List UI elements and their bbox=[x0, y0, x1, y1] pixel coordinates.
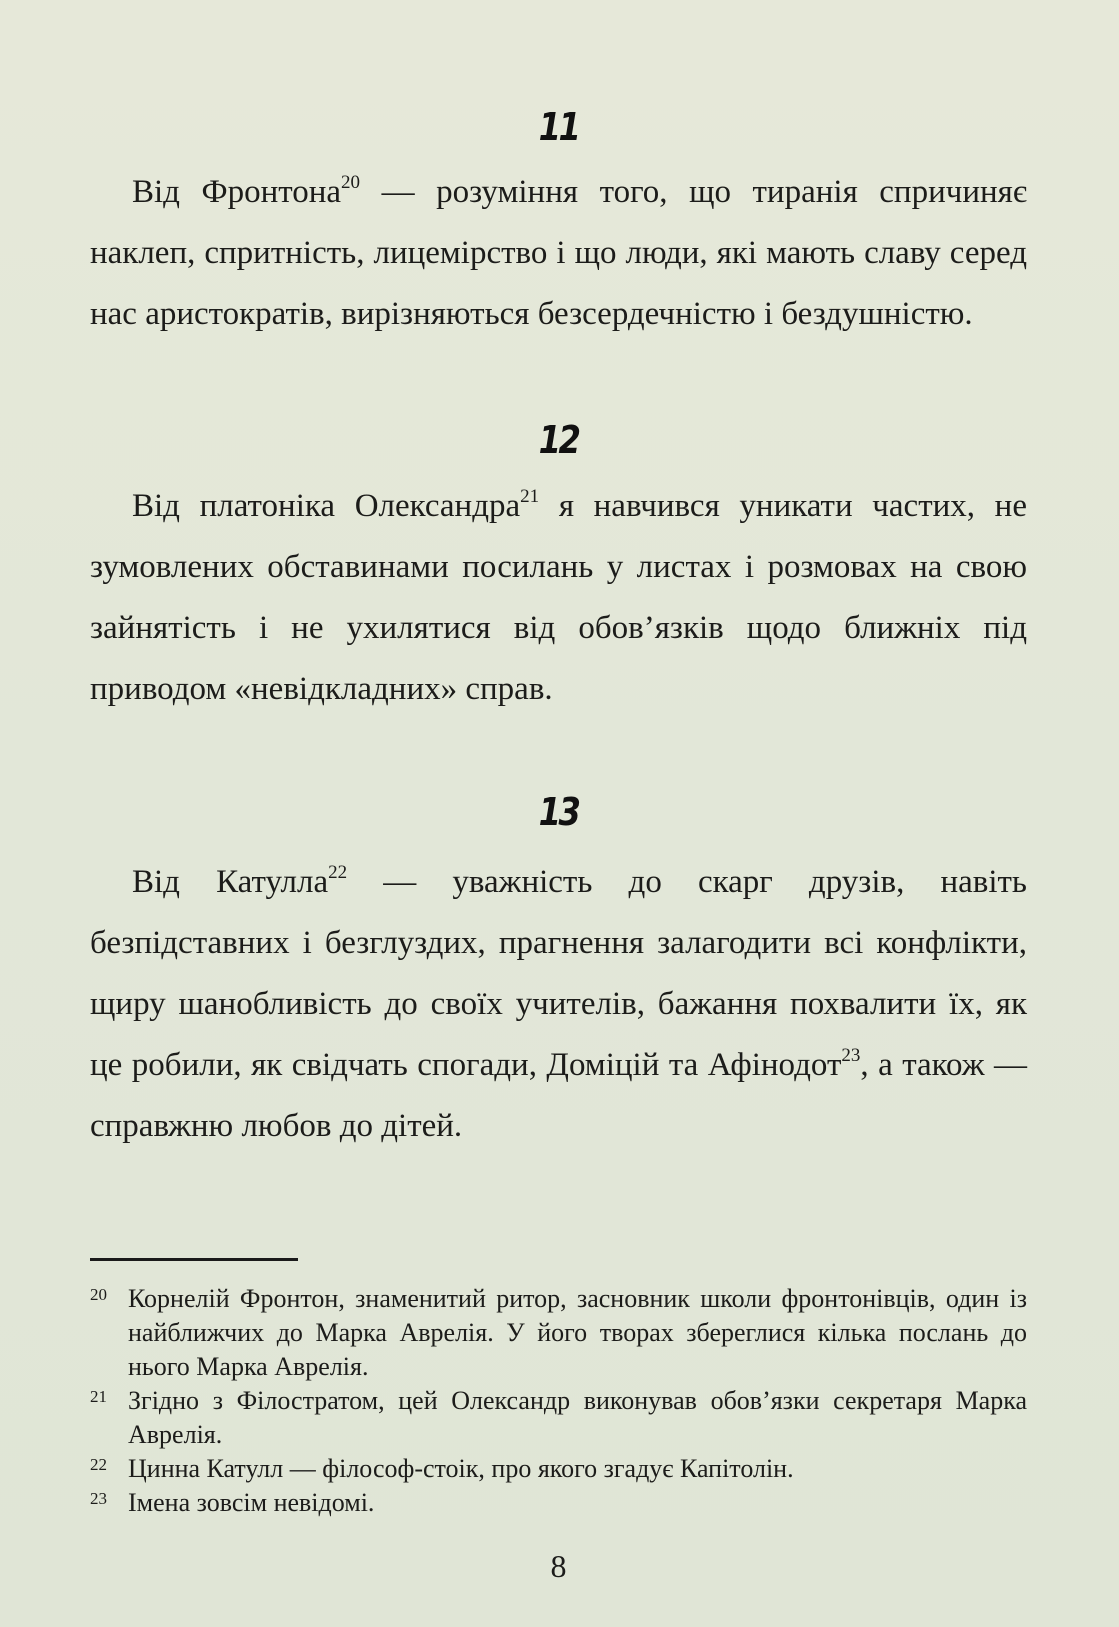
page-number: 8 bbox=[550, 1548, 567, 1584]
footnote-number: 21 bbox=[90, 1387, 107, 1406]
footnote-23 bbox=[90, 1486, 1027, 1520]
footnote-number: 23 bbox=[90, 1489, 107, 1508]
footnote-ref-23[interactable]: 23 bbox=[841, 1045, 861, 1066]
footnote-text: Згідно з Філостратом, цей Олександр виконував обов’язки секретаря Марка Аврелія. bbox=[128, 1386, 1027, 1449]
footnote-22 bbox=[90, 1452, 1027, 1486]
section-number-13: 13 bbox=[538, 790, 579, 834]
footnote-number: 20 bbox=[90, 1285, 107, 1304]
section-13-text bbox=[90, 852, 1027, 1157]
footnote-text: Імена зовсім невідомі. bbox=[128, 1488, 375, 1517]
section-13-text-end: , а також — справжню любов до дітей. bbox=[90, 1047, 1027, 1144]
section-12-text-end: я навчився уникати частих, не зумовлених обставинами посилань у листах і розмовах на свою зайнятість і не ухилятися від обов’язків щодо ближніх під приводом «невідкладних» справ. bbox=[90, 488, 1027, 707]
footnotes bbox=[90, 1282, 1027, 1520]
section-11-text-end: — розуміння того, що тиранія спричиняє наклеп, спритність, лицемірство і що люди, які мають славу серед нас аристократів, вирізняються безсердечністю і бездушністю. bbox=[90, 174, 1027, 332]
footnote-ref-21[interactable]: 21 bbox=[520, 486, 540, 507]
section-12-text bbox=[90, 476, 1027, 720]
section-13-text-middle: — уважність до скарг друзів, навіть безпідставних і безглуздих, прагнення залагодити всі конфлікти, щиру шанобливість до своїх учителів, бажання похвалити їх, як це робили, як свідчать спогади, Доміцій та Афінодот bbox=[90, 864, 1027, 1083]
footnote-ref-20[interactable]: 20 bbox=[341, 172, 361, 193]
footnote-text: Цинна Катулл — філософ-стоік, про якого згадує Капітолін. bbox=[128, 1454, 794, 1483]
footnote-text: Корнелій Фронтон, знаменитий ритор, засновник школи фронтонівців, один із найближчих до Марка Аврелія. У його творах збереглися кілька послань до нього Марка Аврелія. bbox=[128, 1284, 1027, 1381]
section-number-12: 12 bbox=[538, 418, 579, 462]
footnote-divider bbox=[90, 1258, 298, 1261]
footnote-ref-22[interactable]: 22 bbox=[328, 862, 348, 883]
footnote-21 bbox=[90, 1384, 1027, 1452]
section-13-text-start: Від Катулла bbox=[132, 864, 329, 900]
section-12-text-start: Від платоніка Олександра bbox=[132, 488, 521, 524]
footnote-20 bbox=[90, 1282, 1027, 1384]
section-11-text-start: Від Фронтона bbox=[132, 174, 342, 210]
footnote-number: 22 bbox=[90, 1455, 107, 1474]
section-11-text bbox=[90, 162, 1027, 345]
section-number-11: 11 bbox=[538, 105, 579, 149]
